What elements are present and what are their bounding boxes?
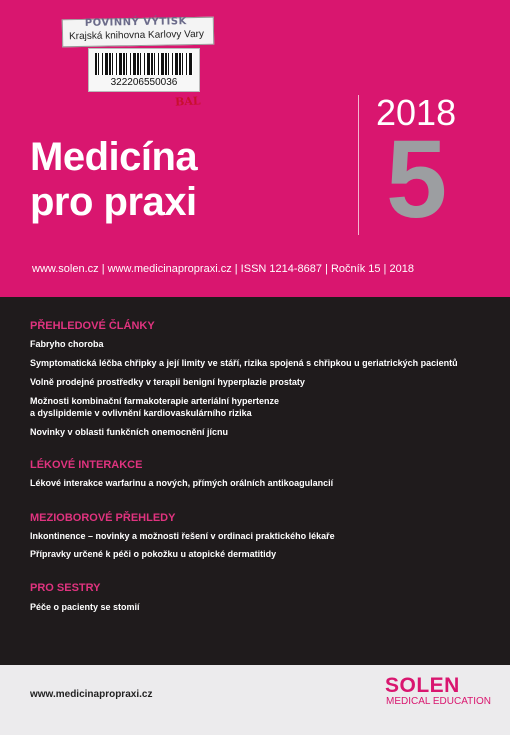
article-item[interactable]: Symptomatická léčba chřipky a její limity ve stáří, rizika spojená s chřipkou u geriatrických pacientů	[30, 358, 458, 368]
year: 2018	[376, 92, 457, 133]
article-item[interactable]: Volně prodejné prostředky v terapii benigní hyperplazie prostaty	[30, 377, 305, 387]
library-sticker	[62, 17, 214, 48]
journal-meta: www.solen.cz | www.medicinapropraxi.cz | ISSN 1214-8687 | Ročník 15 | 2018	[32, 263, 414, 275]
barcode-label	[88, 48, 200, 92]
publisher-logo: SOLEN	[385, 674, 460, 697]
journal-title	[30, 135, 197, 225]
publisher-subtitle: MEDICAL EDUCATION	[386, 696, 492, 707]
section-heading-interdisciplinary: MEZIOBOROVÉ PŘEHLEDY	[30, 512, 176, 524]
section-heading-review: PŘEHLEDOVÉ ČLÁNKY	[30, 320, 155, 332]
footer-url[interactable]: www.medicinapropraxi.cz	[30, 689, 153, 700]
article-item[interactable]: Péče o pacienty se stomií	[30, 602, 140, 612]
article-item[interactable]: a dyslipidemie v ovlivnění kardiovaskulárního rizika	[30, 408, 252, 418]
article-item[interactable]: Možnosti kombinační farmakoterapie arteriální hypertenze	[30, 396, 280, 406]
article-item[interactable]: Lékové interakce warfarinu a nových, přímých orálních antikoagulancií	[30, 478, 334, 488]
section-heading-nurses: PRO SESTRY	[30, 582, 101, 594]
handwritten-note: BAL	[174, 94, 201, 109]
divider	[358, 95, 359, 235]
article-item[interactable]: Inkontinence – novinky a možnosti řešení v ordinaci praktického lékaře	[30, 531, 335, 541]
title-line-2: pro praxi	[30, 180, 197, 224]
section-heading-interactions: LÉKOVÉ INTERAKCE	[30, 459, 143, 471]
title-line-1: Medicína	[30, 135, 198, 179]
article-item[interactable]: Novinky v oblasti funkčních onemocnění jícnu	[30, 427, 229, 437]
barcode-icon	[95, 53, 193, 75]
stamp-text: POVINNÝ VÝTISK	[84, 16, 187, 29]
article-item[interactable]: Fabryho choroba	[30, 339, 104, 349]
article-item[interactable]: Přípravky určené k péči o pokožku u atopické dermatitidy	[30, 549, 277, 559]
barcode-number: 322206550036	[110, 77, 178, 88]
library-name: Krajská knihovna Karlovy Vary	[68, 28, 205, 43]
issue-number: 5	[386, 118, 448, 241]
